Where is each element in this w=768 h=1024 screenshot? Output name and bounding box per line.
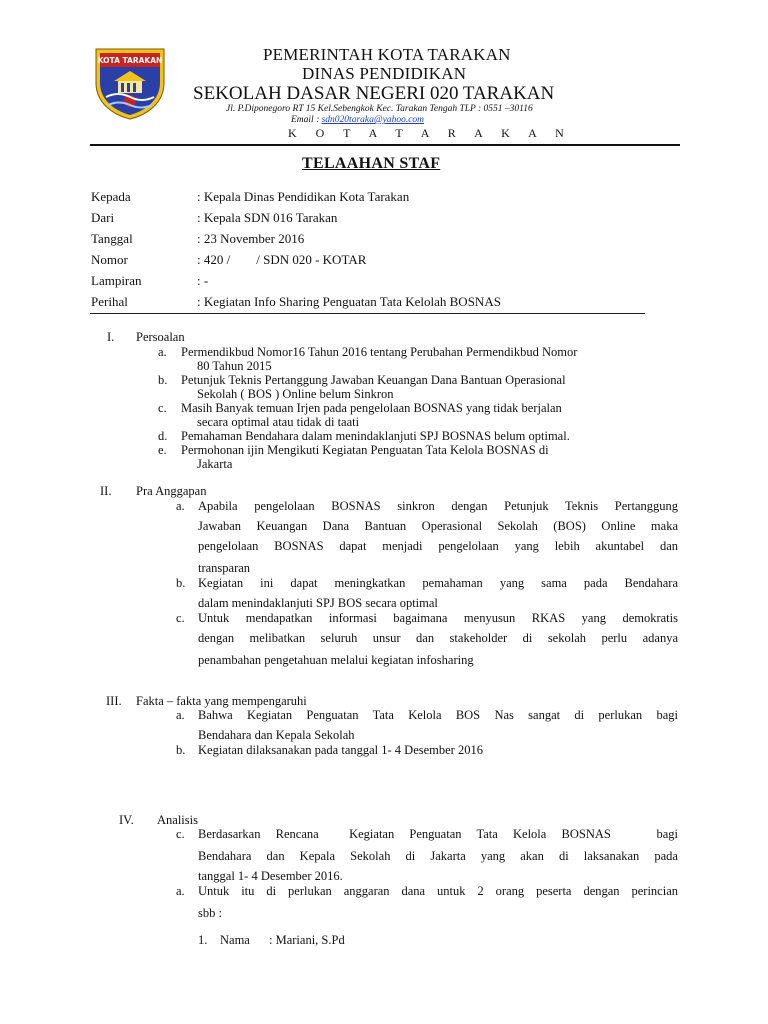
header-department: DINAS PENDIDIKAN — [302, 64, 467, 83]
field-value-dari: : Kepala SDN 016 Tarakan — [197, 210, 338, 225]
list-item-text: Berdasarkan Rencana Kegiatan Penguatan Tata Kelola BOSNAS bagi — [198, 827, 678, 841]
list-item-text-cont: dalam menindaklanjuti SPJ BOS secara optimal — [198, 596, 438, 610]
section-1-heading: Persoalan — [136, 330, 185, 344]
field-label-perihal: Perihal — [91, 294, 128, 309]
list-item-text-cont: secara optimal atau tidak di taati — [197, 415, 360, 429]
list-item-letter: a. — [176, 499, 185, 513]
numbered-item-label: Nama — [220, 933, 250, 947]
list-item-text-cont: Jawaban Keuangan Dana Bantuan Operasional Sekolah (BOS) Online maka — [198, 519, 678, 533]
field-label-lampiran: Lampiran — [91, 273, 142, 288]
list-item-text-cont: transparan — [198, 561, 251, 575]
field-value-tanggal: : 23 November 2016 — [197, 231, 305, 246]
list-item-text: Bahwa Kegiatan Penguatan Tata Kelola BOS Nas sangat di perlukan bagi — [198, 708, 678, 722]
list-item-letter: c. — [158, 401, 167, 415]
list-item-text: Kegiatan ini dapat meningkatkan pemahaman yang sama pada Bendahara — [198, 576, 678, 590]
section-1-number: I. — [107, 330, 115, 344]
list-item-letter: b. — [176, 743, 186, 757]
list-item-letter: a. — [176, 884, 185, 898]
field-label-kepada: Kepada — [91, 189, 131, 204]
header-school-name: SEKOLAH DASAR NEGERI 020 TARAKAN — [193, 83, 555, 104]
logo-text: KOTA TARAKAN — [97, 56, 163, 65]
list-item-text-cont: pengelolaan BOSNAS dapat menjadi pengelolaan yang lebih akuntabel dan — [198, 539, 678, 553]
list-item-text: Kegiatan dilaksanakan pada tanggal 1- 4 Desember 2016 — [198, 743, 483, 757]
list-item-text: Apabila pengelolaan BOSNAS sinkron dengan Petunjuk Teknis Pertanggung — [198, 499, 678, 513]
list-item-text: Untuk itu di perlukan anggaran dana untuk 2 orang peserta dengan perincian — [198, 884, 678, 898]
list-item-text-cont: 80 Tahun 2015 — [197, 359, 272, 373]
list-item-text-cont: Jakarta — [197, 457, 233, 471]
list-item-letter: a. — [176, 708, 185, 722]
list-item-letter: c. — [176, 611, 185, 625]
section-3-heading: Fakta – fakta yang mempengaruhi — [136, 694, 307, 708]
header-government: PEMERINTAH KOTA TARAKAN — [263, 45, 511, 64]
numbered-item-number: 1. — [198, 933, 208, 947]
header-divider — [90, 144, 680, 146]
list-item-letter: b. — [176, 576, 186, 590]
email-label: Email : — [291, 115, 322, 125]
list-item-text: Petunjuk Teknis Pertanggung Jawaban Keuangan Dana Bantuan Operasional — [181, 373, 566, 387]
section-2-heading: Pra Anggapan — [136, 484, 207, 498]
field-label-nomor: Nomor — [91, 252, 128, 267]
field-value-nomor: : 420 / / SDN 020 - KOTAR — [197, 252, 367, 267]
list-item-letter: d. — [158, 429, 168, 443]
field-label-dari: Dari — [91, 210, 115, 225]
list-item-text: Permendikbud Nomor16 Tahun 2016 tentang Perubahan Permendikbud Nomor — [181, 345, 578, 359]
header-email-line — [291, 115, 424, 125]
list-item-letter: e. — [158, 443, 167, 457]
list-item-letter: c. — [176, 827, 185, 841]
list-item-text-cont: Bendahara dan Kepala Sekolah — [198, 728, 355, 742]
field-value-perihal: : Kegiatan Info Sharing Penguatan Tata Kelolah BOSNAS — [197, 294, 501, 309]
section-4-heading: Analisis — [157, 813, 198, 827]
section-3-number: III. — [106, 694, 122, 708]
list-item-text-cont: dengan melibatkan seluruh unsur dan stakeholder di sekolah perlu adanya — [198, 631, 678, 645]
list-item-text: Permohonan ijin Mengikuti Kegiatan Penguatan Tata Kelola BOSNAS di — [181, 443, 549, 457]
kota-tarakan-logo — [92, 45, 168, 121]
field-label-tanggal: Tanggal — [91, 231, 133, 246]
header-address: Jl. P.Diponegoro RT 15 Kel.Sebengkok Kec. Tarakan Tengah TLP : 0551 –30116 — [226, 104, 533, 114]
numbered-item-value: : Mariani, S.Pd — [269, 933, 345, 947]
section-2-number: II. — [100, 484, 112, 498]
document-title: TELAAHAN STAF — [302, 155, 441, 172]
list-item-text-cont: tanggal 1- 4 Desember 2016. — [198, 869, 343, 883]
field-value-kepada: : Kepala Dinas Pendidikan Kota Tarakan — [197, 189, 410, 204]
list-item-text-cont: Sekolah ( BOS ) Online belum Sinkron — [197, 387, 394, 401]
field-value-lampiran: : - — [197, 273, 209, 288]
list-item-letter: b. — [158, 373, 168, 387]
list-item-text: Pemahaman Bendahara dalam menindaklanjuti SPJ BOSNAS belum optimal. — [181, 429, 570, 443]
list-item-text-cont: penambahan pengetahuan melalui kegiatan infosharing — [198, 653, 474, 667]
list-item-text: Untuk mendapatkan informasi bagaimana menyusun RKAS yang demokratis — [198, 611, 678, 625]
list-item-text-cont: Bendahara dan Kepala Sekolah di Jakarta yang akan di laksanakan pada — [198, 849, 678, 863]
list-item-letter: a. — [158, 345, 167, 359]
list-item-text: Masih Banyak temuan Irjen pada pengelolaan BOSNAS yang tidak berjalan — [181, 401, 562, 415]
fields-divider — [90, 313, 645, 314]
section-4-number: IV. — [119, 813, 134, 827]
header-city: K O T A T A R A K A N — [288, 126, 572, 140]
email-link[interactable]: sdn020taraka@yahoo.com — [321, 115, 425, 125]
list-item-text-cont: sbb : — [198, 906, 222, 920]
